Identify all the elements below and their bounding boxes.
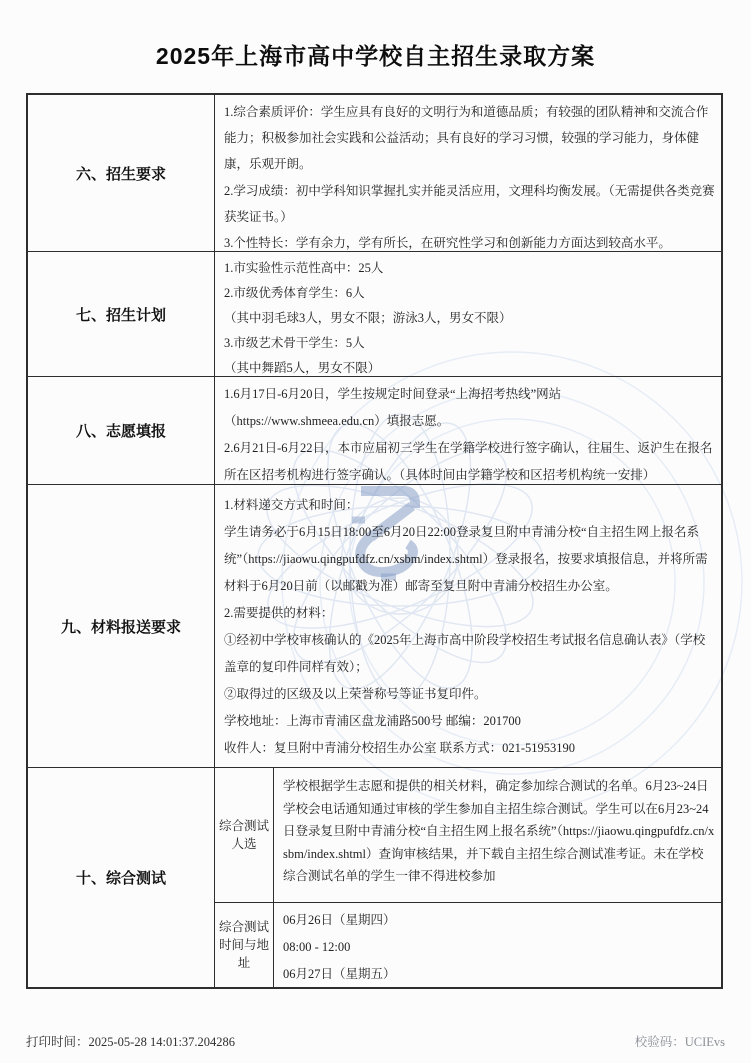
- table-row-plan: [28, 252, 721, 377]
- row-content-plan: [215, 252, 721, 376]
- checksum-label: 校验码：: [634, 1035, 685, 1049]
- content-line: （其中羽毛球3人，男女不限；游泳3人，男女不限）: [224, 311, 512, 325]
- content-line: （其中舞蹈5人，男女不限）: [224, 361, 381, 375]
- content-line: 2.6月21日-6月22日，本市应届初三学生在学籍学校进行签字确认，往届生、返沪生在报名所在区招考机构进行签字确认。（具体时间由学籍学校和区招考机构统一安排）: [224, 441, 713, 482]
- content-line: 3.市级艺术骨干学生：5人: [224, 336, 365, 350]
- row-content-application: [215, 377, 721, 484]
- content-line: 1.6月17日-6月20日，学生按规定时间登录“上海招考热线”网站: [224, 387, 562, 401]
- content-line: 2.市级优秀体育学生：6人: [224, 286, 365, 300]
- checksum: [635, 1032, 725, 1050]
- content-line: 收件人：复旦附中青浦分校招生办公室 联系方式：021-51953190: [224, 741, 576, 755]
- subrow-candidates: [215, 768, 721, 903]
- subrow-content-candidates: [274, 768, 721, 902]
- table-row-comprehensive-test: [28, 768, 721, 987]
- print-time-label: 打印时间：: [26, 1035, 89, 1049]
- table-row-application: [28, 377, 721, 485]
- page-title: 2025年上海市高中学校自主招生录取方案: [155, 43, 596, 69]
- content-line: ②取得过的区级及以上荣誉称号等证书复印件。: [224, 687, 487, 701]
- content-line: （https://www.shmeea.edu.cn）填报志愿。: [224, 414, 450, 428]
- row-header-comprehensive-test: 十、综合测试: [28, 768, 215, 987]
- admission-plan-table: [26, 93, 723, 989]
- row-header-materials: 九、材料报送要求: [28, 485, 215, 767]
- content-line: 2.需要提供的材料：: [224, 606, 334, 620]
- content-line: 学生请务必于6月15日18:00至6月20日22:00登录复旦附中青浦分校“自主招生网上报名系统”（https://jiaowu.qingpufdfz.cn/xsbm/index.shtml）登录报名，按要求填报信息，并将所需材料于6月20日前（以邮戳为准）邮寄至复旦附中青浦分校招生办公室。: [224, 525, 708, 593]
- table-row-materials: [28, 485, 721, 768]
- row-content-materials: [215, 485, 721, 767]
- content-line: 1.材料递交方式和时间：: [224, 498, 359, 512]
- content-line: 学校地址：上海市青浦区盘龙浦路500号 邮编：201700: [224, 714, 521, 728]
- subrow-content-time-place: [274, 903, 721, 987]
- table-row-requirements: [28, 95, 721, 252]
- subrow-label-candidates: 综合测试人选: [215, 768, 274, 902]
- content-line: 06月26日（星期四）: [283, 913, 396, 927]
- content-line: 08:00 - 12:00: [283, 940, 351, 954]
- checksum-value: UCIEvs: [684, 1035, 725, 1049]
- content-line: 3.个性特长：学有余力，学有所长，在研究性学习和创新能力方面达到较高水平。: [224, 236, 671, 251]
- content-line: 学校根据学生志愿和提供的相关材料，确定参加综合测试的名单。6月23~24日学校会电话通知通过审核的学生参加自主招生综合测试。学生可以在6月23~24日登录复旦附中青浦分校“自主招生网上报名系统”（https://jiaowu.qingpufdfz.cn/xsbm/index.shtml）查询审核结果，并下载自主招生综合测试准考证。未在学校综合测试名单的学生一律不得进校参加: [283, 779, 715, 884]
- content-line: 1.综合素质评价：学生应具有良好的文明行为和道德品质；有较强的团队精神和交流合作能力；积极参加社会实践和公益活动；具有良好的学习习惯，较强的学习能力，身体健康，乐观开朗。: [224, 105, 709, 172]
- comprehensive-test-subtable: [215, 768, 721, 987]
- content-line: 06月27日（星期五）: [283, 967, 396, 981]
- subrow-label-time-place: 综合测试时间与地址: [215, 903, 274, 987]
- row-header-application: 八、志愿填报: [28, 377, 215, 484]
- row-content-requirements: [215, 95, 721, 251]
- row-header-requirements: 六、招生要求: [28, 95, 215, 251]
- content-line: ①经初中学校审核确认的《2025年上海市高中阶段学校招生考试报名信息确认表》（学校盖章的复印件同样有效）；: [224, 633, 706, 674]
- print-time: [26, 1032, 235, 1050]
- page-footer: [0, 1032, 751, 1050]
- content-line: 1.市实验性示范性高中：25人: [224, 261, 384, 275]
- row-header-plan: 七、招生计划: [28, 252, 215, 376]
- content-line: 2.学习成绩：初中学科知识掌握扎实并能灵活应用，文理科均衡发展。（无需提供各类竞赛获奖证书。）: [224, 183, 715, 224]
- subrow-time-place: [215, 903, 721, 987]
- print-time-value: 2025-05-28 14:01:37.204286: [88, 1035, 236, 1049]
